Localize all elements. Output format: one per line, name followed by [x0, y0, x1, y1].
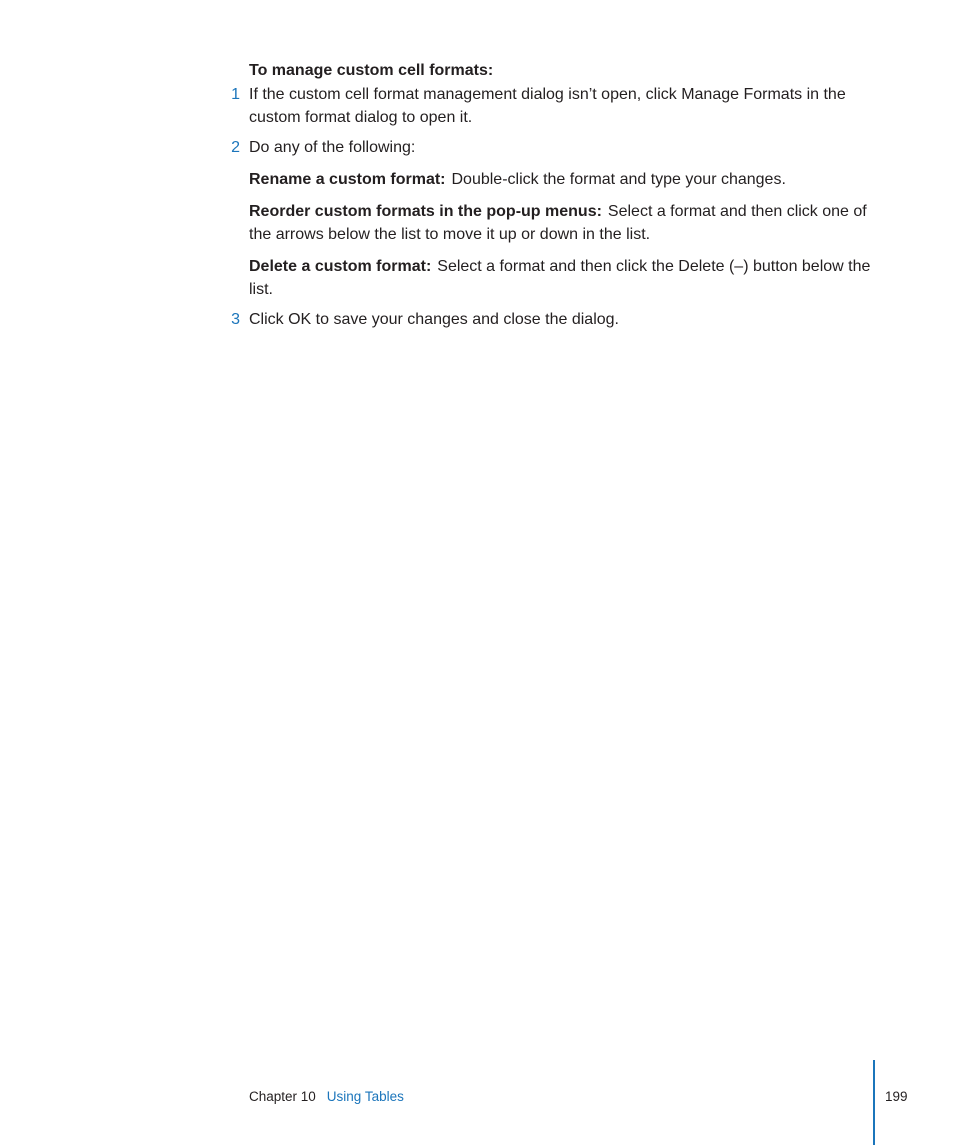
page-number: 199 [885, 1089, 908, 1104]
option-term: Rename a custom format: [249, 171, 446, 188]
option-term: Delete a custom format: [249, 258, 432, 275]
step-3 [231, 308, 871, 331]
step-number: 2 [231, 139, 240, 156]
step-text: If the custom cell format management dialog isn’t open, click Manage Formats in the custom format dialog to open it. [249, 86, 846, 126]
chapter-label: Chapter 10 [249, 1089, 316, 1104]
option-term: Reorder custom formats in the pop-up menus: [249, 203, 602, 220]
footer-chapter [249, 1088, 404, 1106]
procedure-heading: To manage custom cell formats: [249, 62, 494, 79]
option-delete [249, 255, 871, 301]
option-text: Double-click the format and type your changes. [451, 171, 786, 188]
option-reorder [249, 200, 871, 246]
step-number: 1 [231, 86, 240, 103]
step-text: Click OK to save your changes and close the dialog. [249, 311, 619, 328]
option-text: Select a format and then click the Delete (–) button below the list. [249, 258, 871, 298]
option-text: Select a format and then click one of the arrows below the list to move it up or down in the list. [249, 203, 867, 243]
step-text: Do any of the following: [249, 139, 416, 156]
chapter-title-link[interactable]: Using Tables [326, 1089, 404, 1104]
step-number: 3 [231, 311, 240, 328]
footer-divider [873, 1060, 875, 1145]
step-2 [231, 136, 871, 159]
step-1 [231, 83, 871, 129]
option-rename [249, 168, 871, 191]
